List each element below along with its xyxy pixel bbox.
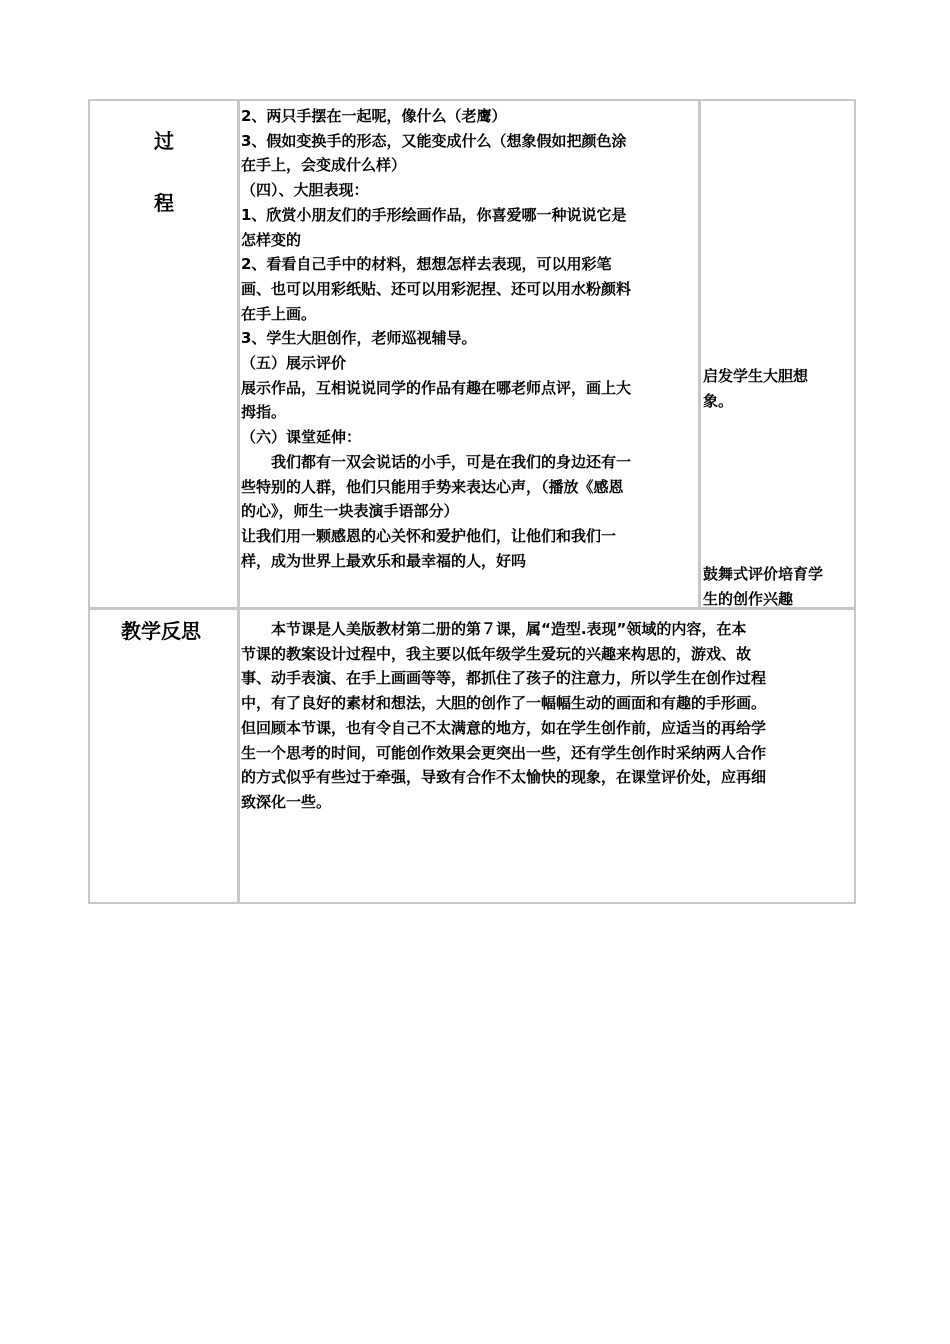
process-line: 让我们用一颗感恩的心关怀和爱护他们，让他们和我们一 — [241, 526, 617, 545]
note-line: 鼓舞式评价培育学 — [703, 565, 824, 583]
reflection-content — [241, 617, 853, 815]
reflection-line: 中，有了良好的素材和想法，大胆的创作了一幅幅生动的画面和有趣的手形画。 — [241, 694, 767, 713]
note-inspire-imagination — [703, 364, 853, 413]
process-line: 1、欣赏小朋友们的手形绘画作品，你喜爱哪一种说说它是 — [241, 205, 627, 224]
process-line: 样，成为世界上最欢乐和最幸福的人，好吗 — [241, 551, 527, 570]
column-divider-left — [237, 101, 240, 902]
note-encouraging-evaluation — [703, 562, 853, 611]
process-line: （四）、大胆表现： — [241, 181, 369, 200]
process-line: 2、两只手摆在一起呢，像什么（老鹰） — [241, 107, 507, 125]
process-line: 展示作品，互相说说同学的作品有趣在哪老师点评，画上大 — [241, 378, 632, 397]
process-label-char-2: 程 — [154, 191, 174, 215]
process-line: 的心》，师生一块表演手语部分） — [241, 502, 459, 521]
process-line: 拇指。 — [241, 403, 287, 422]
process-line: 些特别的人群，他们只能用手势来表达心声，（播放《感恩 — [241, 477, 624, 496]
process-line: 3、学生大胆创作，老师巡视辅导。 — [241, 329, 477, 348]
process-label-char-1: 过 — [154, 129, 174, 153]
note-line: 象。 — [703, 391, 734, 410]
reflection-line: 生一个思考的时间，可能创作效果会更突出一些，还有学生创作时采纳两人合作 — [241, 743, 767, 762]
process-line: 2、看看自己手中的材料，想想怎样去表现，可以用彩笔 — [241, 255, 612, 274]
note-line: 启发学生大胆想 — [703, 367, 809, 385]
reflection-line: 致深化一些。 — [241, 792, 332, 811]
reflection-label: 教学反思 — [121, 619, 201, 643]
reflection-line: 节课的教案设计过程中，我主要以低年级学生爱玩的兴趣来构思的，游戏、故 — [241, 644, 752, 663]
process-line: 在手上画。 — [241, 304, 317, 323]
process-line: 怎样变的 — [241, 230, 302, 249]
process-line: 3、假如变换手的形态，又能变成什么（想象假如把颜色涂 — [241, 131, 627, 150]
process-content — [241, 104, 699, 573]
note-line: 生的创作兴趣 — [703, 589, 794, 608]
process-line: （五）展示评价 — [241, 354, 347, 373]
reflection-line: 事、动手表演、在手上画画等等，都抓住了孩子的注意力，所以学生在创作过程 — [241, 669, 767, 688]
reflection-line: 但回顾本节课，也有令自己不太满意的地方，如在学生创作前，应适当的再给学 — [241, 718, 767, 737]
process-line: （六）课堂延伸： — [241, 428, 362, 447]
reflection-line: 的方式似乎有些过于牵强，导致有合作不太愉快的现象，在课堂评价处，应再细 — [241, 768, 767, 787]
reflection-line: 本节课是人美版教材第二册的第７课，属“造型.表现”领域的内容，在本 — [271, 620, 747, 638]
process-line: 我们都有一双会说话的小手，可是在我们的身边还有一 — [271, 452, 632, 471]
process-line: 在手上，会变成什么样） — [241, 156, 407, 175]
process-line: 画、也可以用彩纸贴、还可以用彩泥捏、还可以用水粉颜料 — [241, 279, 632, 298]
